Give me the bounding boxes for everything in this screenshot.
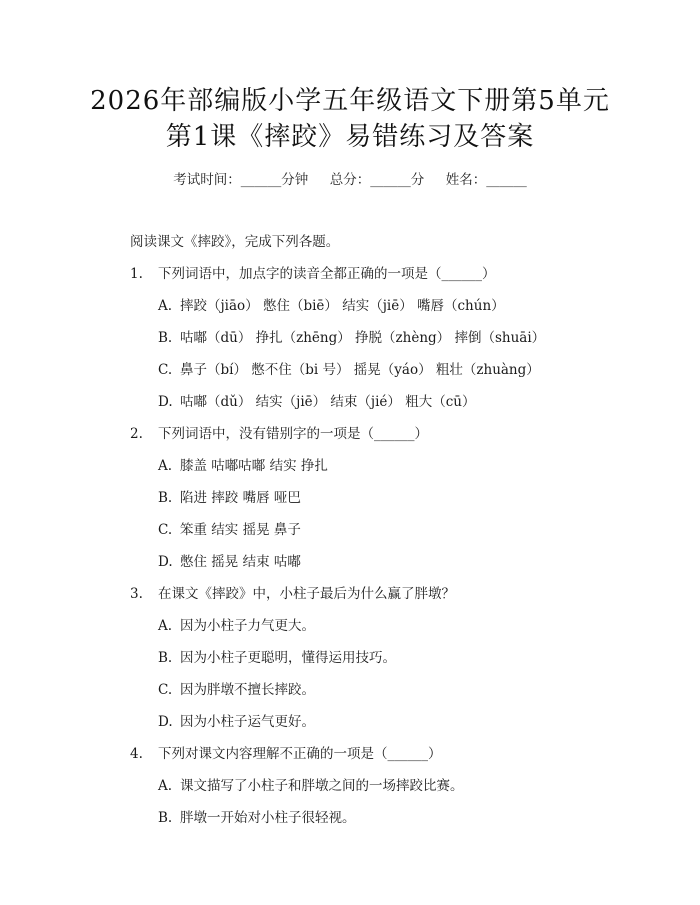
option-2a: [158, 454, 328, 474]
option-text: 笨重 结实 摇晃 鼻子: [180, 522, 301, 538]
question-4: [130, 742, 442, 762]
option-text: 鼻子（bí） 憋不住（bi 号） 摇晃（yáo） 粗壮（zhuàng）: [180, 362, 540, 378]
option-letter: A.: [158, 458, 173, 474]
option-letter: C.: [158, 522, 173, 538]
option-4a: [158, 774, 464, 794]
option-letter: B.: [158, 330, 173, 346]
option-letter: B.: [158, 490, 173, 506]
option-1d: [158, 390, 475, 410]
option-letter: A.: [158, 618, 173, 634]
option-4b: [158, 806, 356, 826]
option-3b: [158, 646, 396, 666]
option-letter: C.: [158, 362, 173, 378]
question-2: [130, 422, 428, 442]
question-number: 3.: [130, 586, 143, 602]
question-number: 1.: [130, 266, 143, 282]
question-text: 下列对课文内容理解不正确的一项是（______）: [158, 746, 442, 762]
option-letter: B.: [158, 810, 173, 826]
option-letter: C.: [158, 682, 173, 698]
option-letter: D.: [158, 394, 173, 410]
document-title-line1: 2026年部编版小学五年级语文下册第5单元: [90, 86, 610, 116]
option-letter: A.: [158, 778, 173, 794]
reading-instruction: 阅读课文《摔跤》，完成下列各题。: [130, 234, 340, 250]
option-text: 因为胖墩不擅长摔跤。: [180, 682, 315, 698]
option-2c: [158, 518, 301, 538]
question-1: [130, 262, 496, 282]
option-2b: [158, 486, 301, 506]
option-text: 因为小柱子更聪明，懂得运用技巧。: [180, 650, 396, 666]
option-1c: [158, 358, 540, 378]
question-3: [130, 582, 455, 602]
option-letter: A.: [158, 298, 173, 314]
option-3d: [158, 710, 315, 730]
option-3c: [158, 678, 315, 698]
question-number: 4.: [130, 746, 143, 762]
option-letter: B.: [158, 650, 173, 666]
option-text: 因为小柱子力气更大。: [180, 618, 315, 634]
option-letter: D.: [158, 714, 173, 730]
option-2d: [158, 550, 301, 570]
option-text: 膝盖 咕嘟咕嘟 结实 挣扎: [180, 458, 328, 474]
option-text: 胖墩一开始对小柱子很轻视。: [180, 810, 356, 826]
option-text: 课文描写了小柱子和胖墩之间的一场摔跤比赛。: [180, 778, 464, 794]
question-number: 2.: [130, 426, 143, 442]
option-text: 因为小柱子运气更好。: [180, 714, 315, 730]
option-3a: [158, 614, 315, 634]
option-1a: [158, 294, 505, 314]
document-title-line2: 第1课《摔跤》易错练习及答案: [165, 122, 535, 152]
option-text: 憋住 摇晃 结束 咕嘟: [180, 554, 301, 570]
question-text: 在课文《摔跤》中，小柱子最后为什么赢了胖墩？: [158, 586, 455, 602]
option-text: 咕嘟（dǔ） 结实（jiē） 结束（jié） 粗大（cū）: [180, 394, 476, 410]
option-text: 咕嘟（dū） 挣扎（zhēng） 挣脱（zhèng） 摔倒（shuāi）: [180, 330, 546, 346]
option-text: 陷进 摔跤 嘴唇 哑巴: [180, 490, 301, 506]
exam-info: 考试时间：______分钟 总分：______分 姓名：______: [173, 172, 527, 188]
question-text: 下列词语中，加点字的读音全都正确的一项是（______）: [158, 266, 496, 282]
option-text: 摔跤（jiāo） 憋住（biē） 结实（jiē） 嘴唇（chún）: [180, 298, 505, 314]
option-1b: [158, 326, 545, 346]
question-text: 下列词语中，没有错别字的一项是（______）: [158, 426, 428, 442]
option-letter: D.: [158, 554, 173, 570]
